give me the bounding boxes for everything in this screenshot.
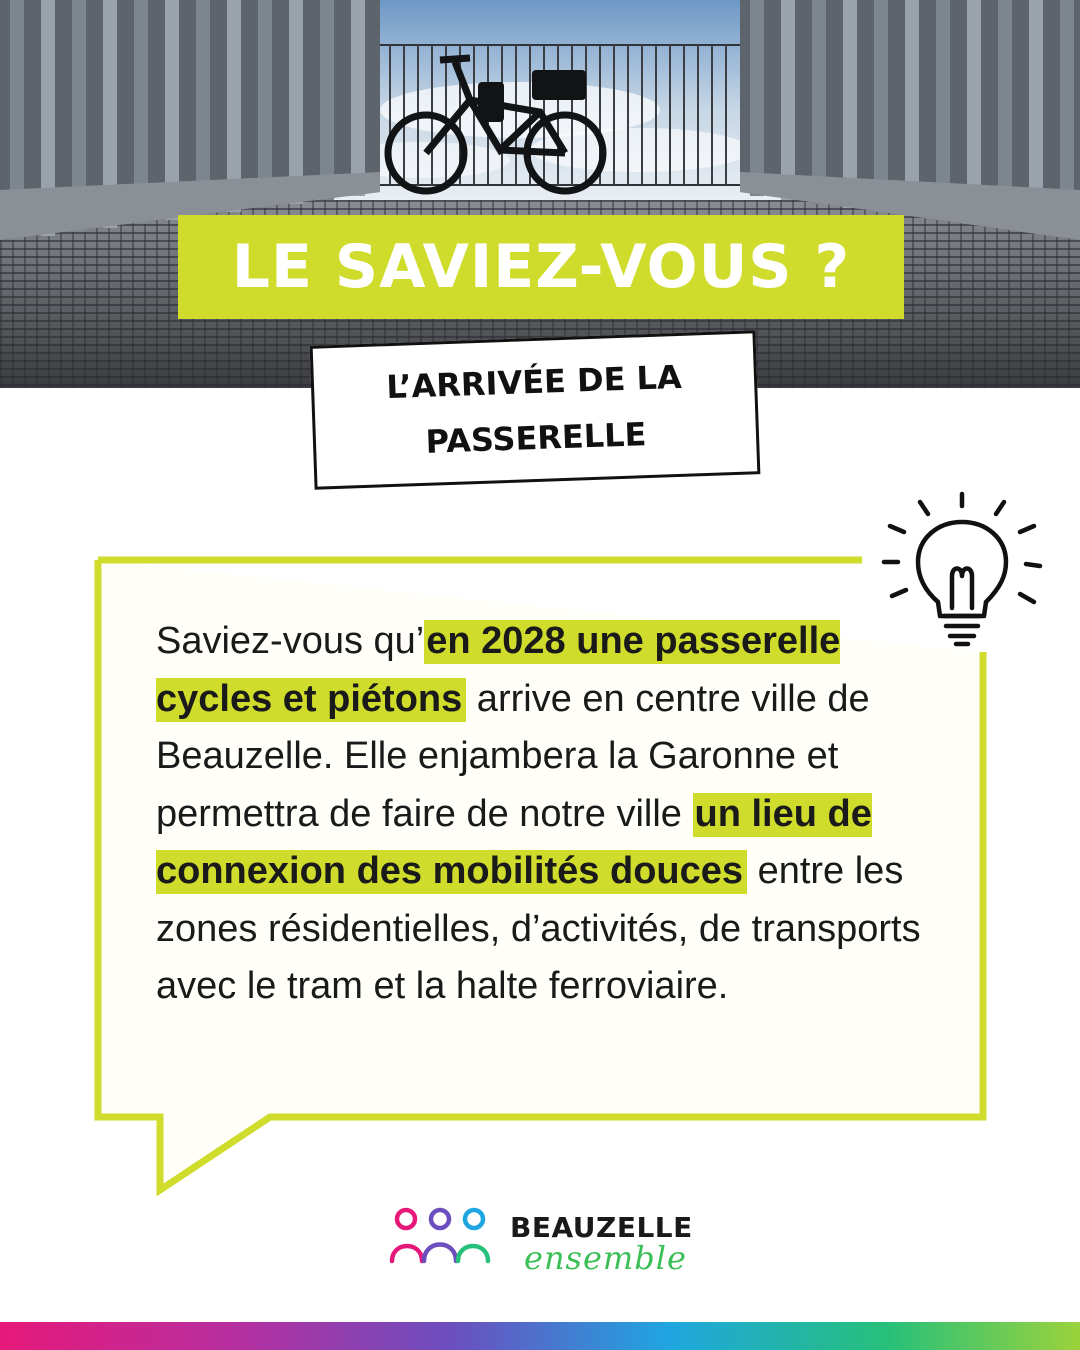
highlight-mobilites: un lieu de connexion des mobilités douces — [156, 792, 872, 892]
body-segment-3: arrive en centre ville de Beauzelle. Elle enjambera la Garonne et permettra de faire de notre ville — [156, 677, 870, 835]
rainbow-footer-bar — [0, 1322, 1080, 1350]
lightbulb-icon — [878, 490, 1048, 660]
beauzelle-ensemble-logo — [388, 1205, 708, 1285]
body-segment-5: entre les zones résidentielles, d’activités, de transports avec le tram et la halte ferroviaire. — [156, 850, 921, 1007]
logo-name: BEAUZELLE — [510, 1211, 693, 1244]
body-segment-1: Saviez-vous qu’ — [156, 620, 425, 662]
highlight-passerelle: en 2028 une passerelle cycles et piétons — [156, 620, 841, 720]
page-title: LE SAVIEZ-VOUS ? — [231, 232, 851, 302]
people-group-icon — [388, 1205, 500, 1275]
subtitle-line-1: L’ARRIVÉE DE LA — [385, 357, 683, 407]
body-text — [156, 613, 936, 1016]
logo-tagline: ensemble — [524, 1239, 687, 1277]
subtitle-line-2: PASSERELLE — [424, 415, 648, 461]
